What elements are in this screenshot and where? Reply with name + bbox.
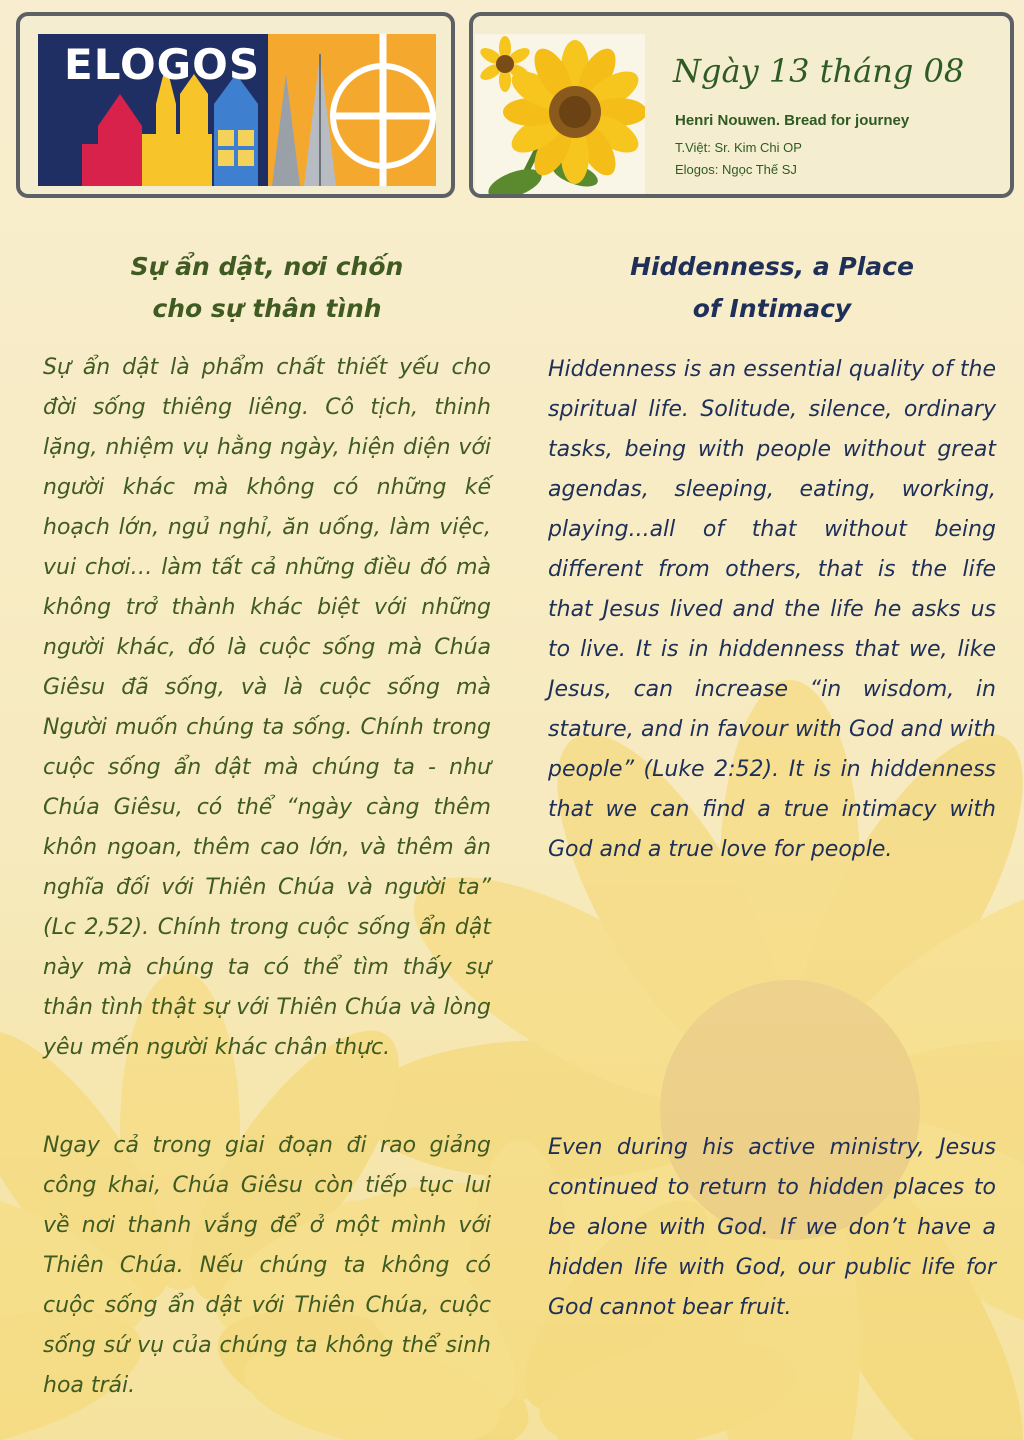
vietnamese-heading-line1: Sự ẩn dật, nơi chốn bbox=[130, 252, 404, 281]
english-heading-line2: of Intimacy bbox=[692, 294, 852, 323]
english-paragraph-2-block bbox=[548, 1128, 996, 1328]
vietnamese-paragraph-1: Sự ẩn dật là phẩm chất thiết yếu cho đời sống thiêng liêng. Cô tịch, thinh lặng, nhiệm vụ hằng ngày, hiện diện với người khác mà không có những kế hoạch lớn, ngủ nghỉ, ăn uống, làm việc, vui chơi… làm tất cả những điều đó mà không trở thành khác biệt với những người khác, đó là cuộc sống mà Chúa Giêsu đã sống, và là cuộc sống mà Người muốn chúng ta sống. Chính trong cuộc sống ẩn dật mà chúng ta - như Chúa Giêsu, có thể “ngày càng thêm khôn ngoan, thêm cao lớn, và thêm ân nghĩa đối với Thiên Chúa và người ta” (Lc 2,52). Chính trong cuộc sống ẩn dật này mà chúng ta có thể tìm thấy sự thân tình thật sự với Thiên Chúa và lòng yêu mến người khác chân thực. bbox=[43, 355, 491, 1060]
sunflower-icon bbox=[475, 34, 645, 194]
vietnamese-heading-line2: cho sự thân tình bbox=[152, 294, 382, 323]
english-paragraph-1: Hiddenness is an essential quality of the spiritual life. Solitude, silence, ordinary tasks, being with people without great agendas, sleeping, eating, working, playing...all of that without being different from others, that is the life that Jesus lived and the life he asks us to live. It is in hiddenness that we, like Jesus, can increase “in wisdom, in stature, and in favour with God and with people” (Luke 2:52). It is in hiddenness that we can find a true intimacy with God and a true love for people. bbox=[548, 357, 996, 862]
translator-credit: T.Việt: Sr. Kim Chi OP bbox=[675, 140, 802, 155]
vietnamese-paragraph-2: Ngay cả trong giai đoạn đi rao giảng công khai, Chúa Giêsu còn tiếp tục lui về nơi thanh vắng để ở một mình với Thiên Chúa. Nếu chúng ta không có cuộc sống ẩn dật với Thiên Chúa, cuộc sống sứ vụ của chúng ta không thể sinh hoa trái. bbox=[43, 1133, 491, 1398]
date-title: Ngày 13 tháng 08 bbox=[673, 52, 965, 90]
date-panel bbox=[469, 12, 1014, 198]
editor-credit: Elogos: Ngọc Thế SJ bbox=[675, 162, 797, 177]
vietnamese-paragraph-1-block bbox=[43, 348, 491, 1068]
logo-panel bbox=[16, 12, 455, 198]
english-paragraph-2: Even during his active ministry, Jesus continued to return to hidden places to be alone with God. If we don’t have a hidden life with God, our public life for God cannot bear fruit. bbox=[548, 1135, 996, 1320]
vietnamese-paragraph-2-block bbox=[43, 1126, 491, 1406]
logo-text: ELOGOS bbox=[64, 40, 261, 89]
english-heading bbox=[548, 246, 996, 330]
source-title: Henri Nouwen. Bread for journey bbox=[675, 112, 910, 129]
vietnamese-heading bbox=[43, 246, 491, 330]
english-heading-line1: Hiddenness, a Place bbox=[630, 252, 914, 281]
english-paragraph-1-block bbox=[548, 350, 996, 870]
elogos-logo bbox=[38, 34, 436, 186]
